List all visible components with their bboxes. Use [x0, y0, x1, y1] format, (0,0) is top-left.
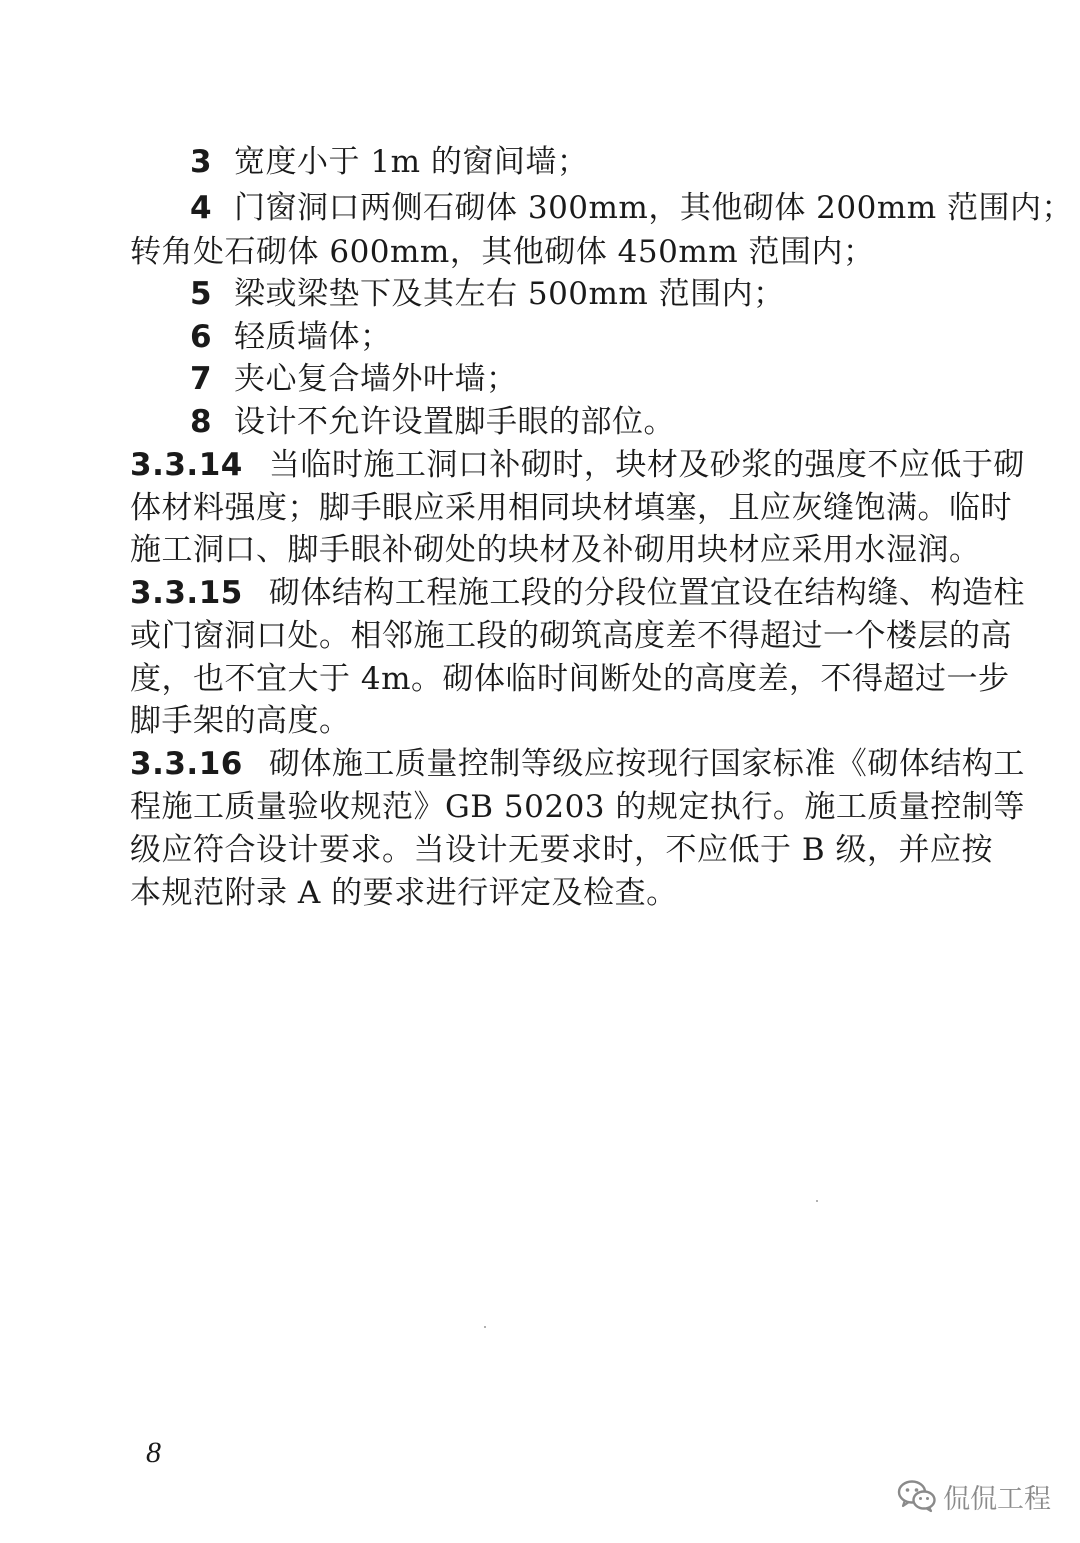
item-number: 4 [190, 190, 213, 226]
scan-speck [484, 1326, 486, 1328]
clause-text: 当临时施工洞口补砌时，块材及砂浆的强度不应低于砌 [268, 447, 1025, 483]
clause-3-3-15-line-2 [130, 616, 1012, 656]
wechat-icon [897, 1479, 937, 1513]
item-number: 8 [190, 404, 213, 440]
clause-text: 度，也不宜大于 4m。砌体临时间断处的高度差，不得超过一步 [130, 661, 1010, 697]
clause-text: 施工洞口、脚手眼补砌处的块材及补砌用块材应采用水湿润。 [130, 532, 981, 568]
list-item-5 [190, 274, 785, 314]
list-item-8 [190, 402, 675, 442]
item-number: 5 [190, 276, 213, 312]
clause-3-3-15-line-3 [130, 659, 1009, 699]
clause-number: 3.3.16 [130, 746, 243, 782]
clause-3-3-15-line-1 [130, 573, 1025, 613]
list-item-4-continuation [130, 232, 874, 272]
item-text: 门窗洞口两侧石砌体 300mm，其他砌体 200mm 范围内； [234, 190, 1073, 226]
clause-number: 3.3.14 [130, 447, 243, 483]
item-number: 3 [190, 144, 213, 180]
clause-3-3-14-line-2 [130, 488, 1012, 528]
scan-speck [816, 1200, 818, 1202]
clause-3-3-16-line-4 [130, 873, 678, 913]
clause-text: 级应符合设计要求。当设计无要求时，不应低于 B 级，并应按 [130, 832, 993, 868]
item-text: 宽度小于 1m 的窗间墙； [234, 144, 589, 180]
clause-number: 3.3.15 [130, 575, 243, 611]
item-text: 梁或梁垫下及其左右 500mm 范围内； [234, 276, 785, 312]
clause-3-3-15-line-4 [130, 701, 351, 741]
clause-3-3-16-line-2 [130, 787, 1025, 827]
clause-3-3-16-line-1 [130, 744, 1025, 784]
watermark [897, 1476, 1051, 1516]
list-item-4 [190, 188, 1073, 228]
clause-text: 或门窗洞口处。相邻施工段的砌筑高度差不得超过一个楼层的高 [130, 618, 1012, 654]
clause-text: 程施工质量验收规范》GB 50203 的规定执行。施工质量控制等 [130, 789, 1025, 825]
clause-text: 体材料强度；脚手眼应采用相同块材填塞，且应灰缝饱满。临时 [130, 490, 1012, 526]
list-item-7 [190, 359, 518, 399]
clause-text: 本规范附录 A 的要求进行评定及检查。 [130, 875, 678, 911]
list-item-3 [190, 142, 588, 182]
clause-text: 砌体结构工程施工段的分段位置宜设在结构缝、构造柱 [268, 575, 1025, 611]
item-number: 6 [190, 319, 213, 355]
item-text: 设计不允许设置脚手眼的部位。 [234, 404, 675, 440]
item-number: 7 [190, 361, 213, 397]
item-text: 夹心复合墙外叶墙； [234, 361, 518, 397]
item-text: 转角处石砌体 600mm，其他砌体 450mm 范围内； [130, 234, 875, 270]
list-item-6 [190, 317, 392, 357]
clause-text: 砌体施工质量控制等级应按现行国家标准《砌体结构工 [268, 746, 1025, 782]
watermark-text: 侃侃工程 [943, 1483, 1051, 1515]
clause-3-3-14-line-1 [130, 445, 1025, 485]
page-number: 8 [146, 1436, 161, 1469]
clause-text: 脚手架的高度。 [130, 703, 351, 739]
clause-3-3-16-line-3 [130, 830, 993, 870]
item-text: 轻质墙体； [234, 319, 392, 355]
clause-3-3-14-line-3 [130, 530, 981, 570]
